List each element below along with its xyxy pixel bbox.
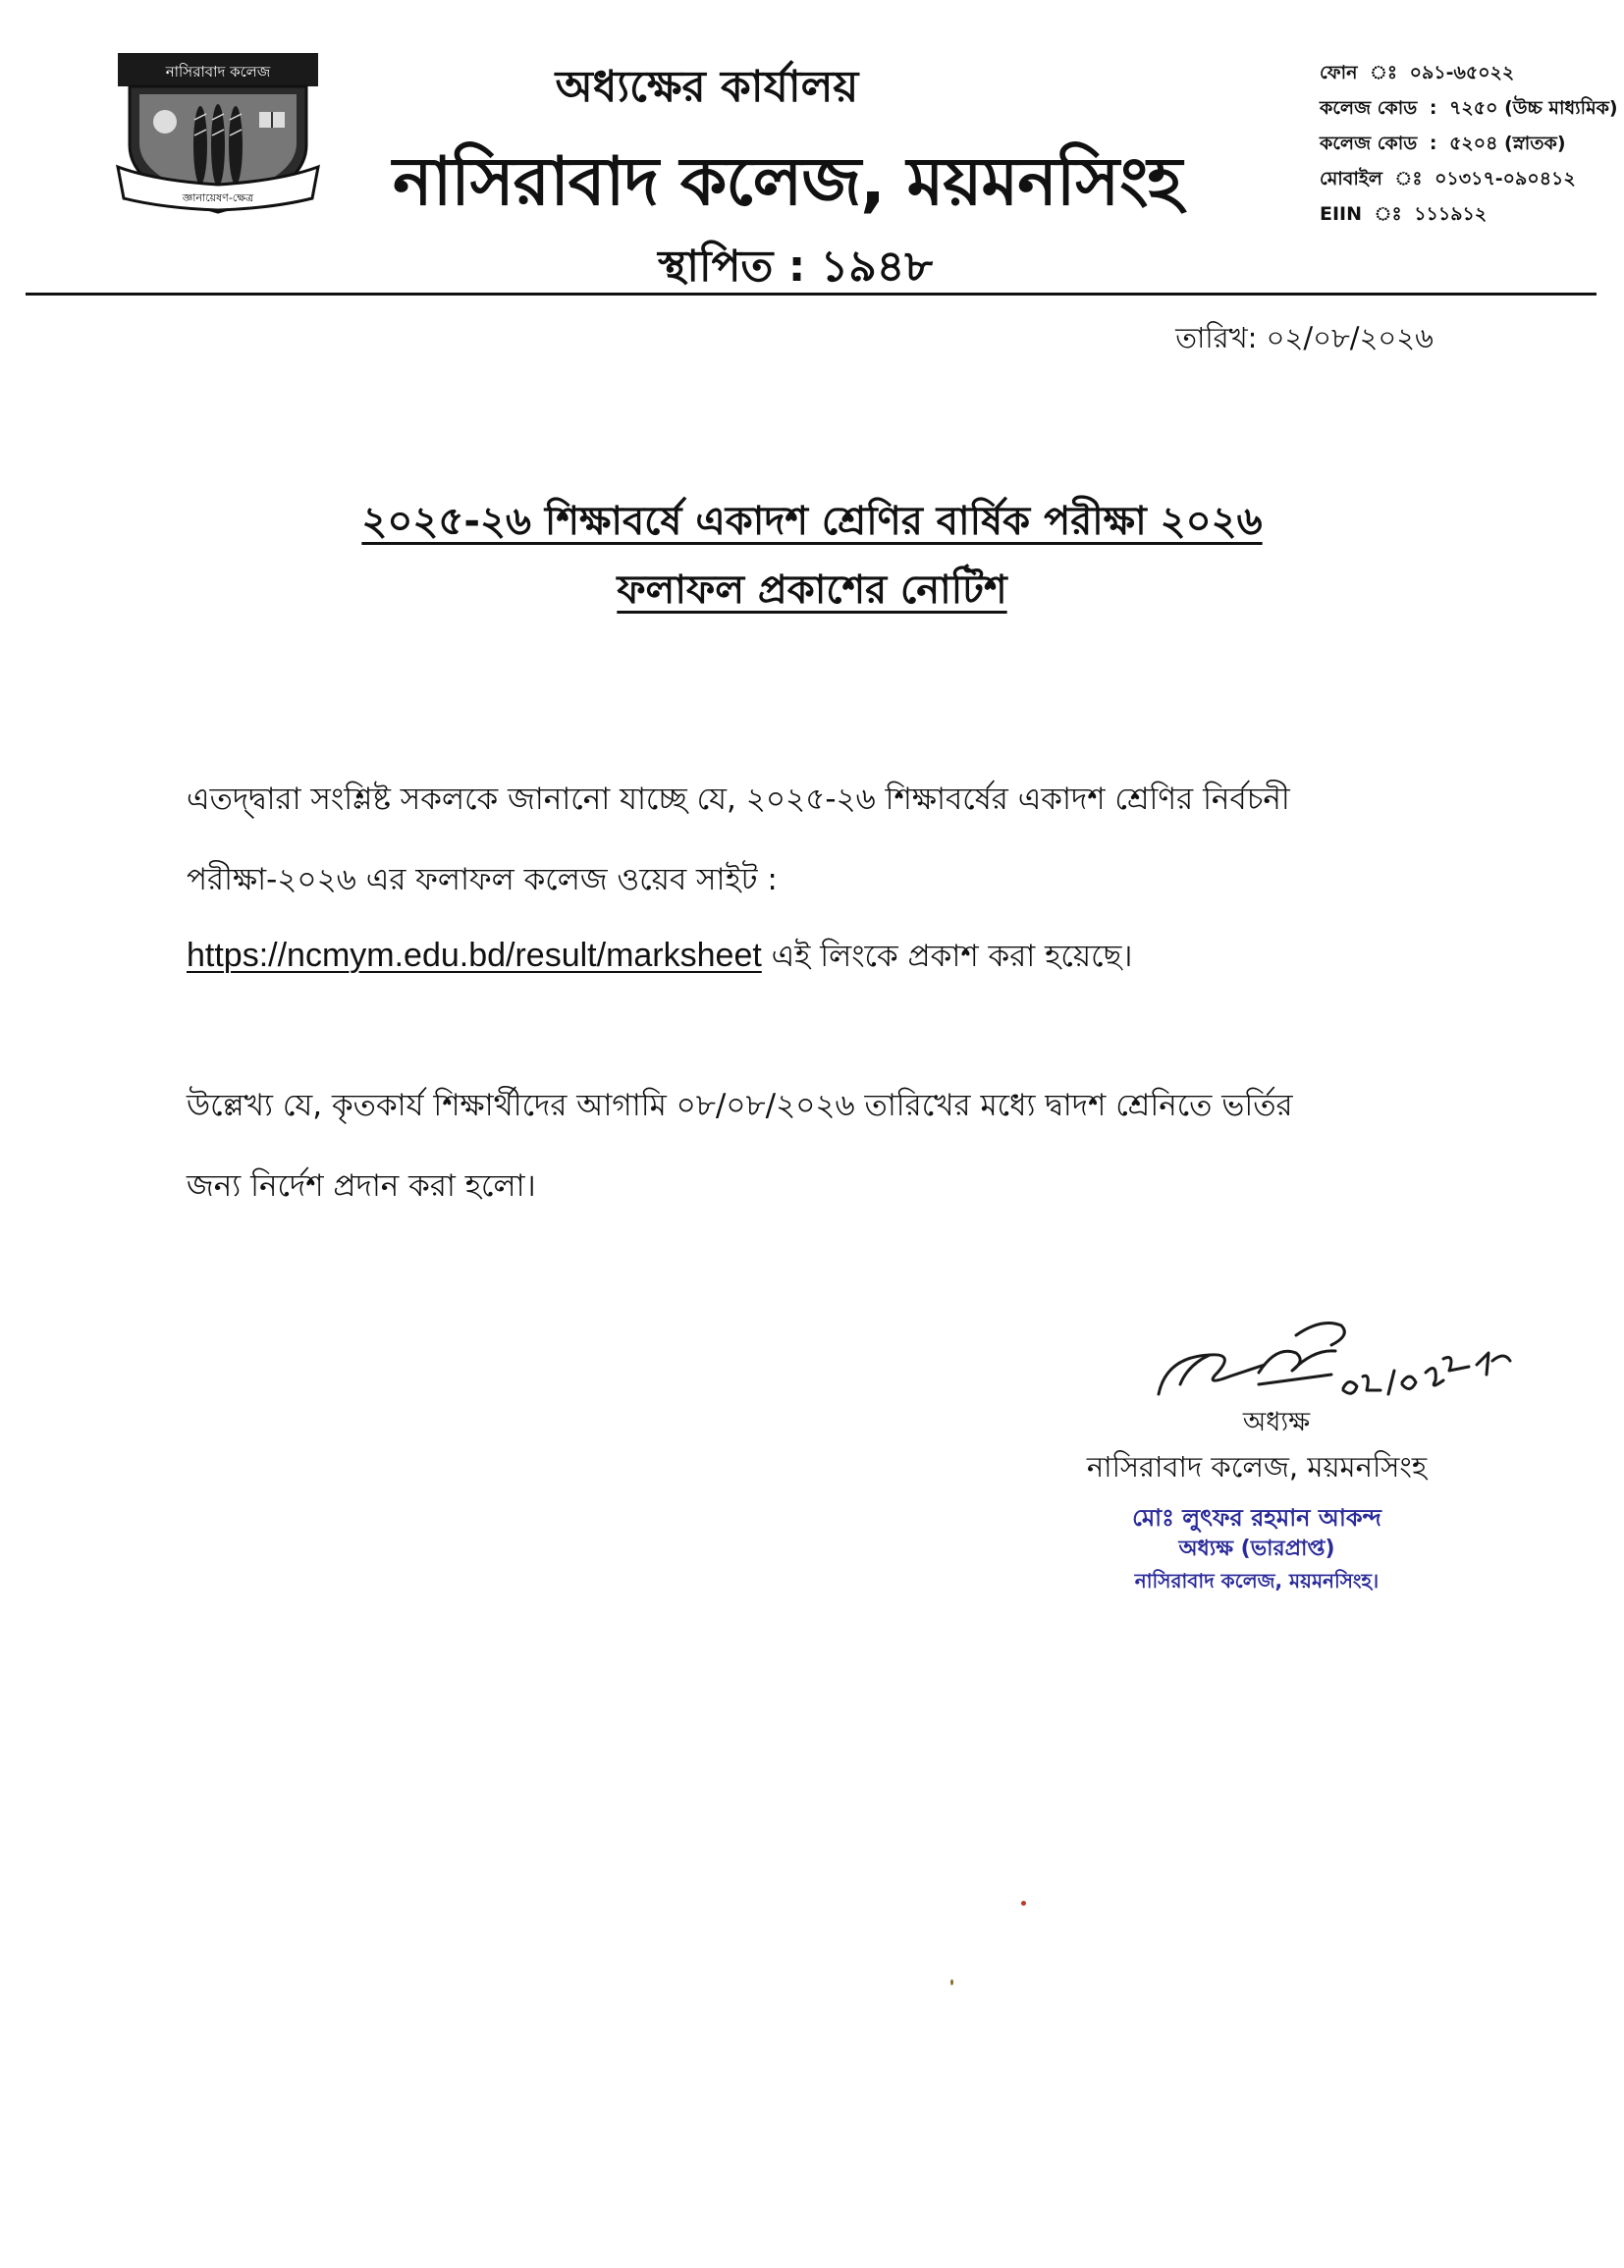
contact-eiin: [1320, 196, 1614, 232]
scan-speck: [1021, 1901, 1026, 1906]
body-paragraph-1-line-3: [187, 933, 1463, 984]
notice-title-line1: ২০২৫-২৬ শিক্ষাবর্ষে একাদশ শ্রেণির বার্ষিক পরীক্ষা ২০২৬: [361, 499, 1263, 544]
contact-value: ১১১৯১২: [1414, 203, 1488, 225]
office-title: অধ্যক্ষের কার্যালয়: [555, 62, 859, 112]
contact-value: ৭২৫০ (উচ্চ মাধ্যমিক): [1449, 97, 1618, 119]
notice-date: তারিখ: ০২/০৮/২০২৬: [1175, 321, 1434, 354]
contact-college-code-hsc: [1320, 90, 1618, 126]
contact-label: EIIN: [1320, 203, 1363, 225]
college-name: নাসিরাবাদ কলেজ, ময়মনসিংহ: [393, 143, 1182, 221]
body-paragraph-1-line-1: এতদ্দ্বারা সংশ্লিষ্ট সকলকে জানানো যাচ্ছে যে, ২০২৫-২৬ শিক্ষাবর্ষের একাদশ শ্রেণির নির্বচনী: [187, 782, 1290, 817]
contact-label: মোবাইল: [1320, 168, 1382, 189]
contact-label: কলেজ কোড: [1320, 133, 1418, 154]
stamp-college: নাসিরাবাদ কলেজ, ময়মনসিংহ।: [1134, 1569, 1380, 1593]
contact-separator: ঃ: [1394, 168, 1423, 189]
logo-text-top: নাসিরাবাদ কলেজ: [165, 63, 271, 81]
established-year: স্থাপিত : ১৯৪৮: [658, 242, 933, 292]
signatory-college: নাসিরাবাদ কলেজ, ময়মনসিংহ: [1086, 1450, 1428, 1484]
contact-separator: :: [1429, 133, 1437, 154]
college-logo: [116, 51, 320, 216]
logo-text-bottom: জ্ঞানায়েষণ-ক্ষেত্র: [182, 191, 254, 204]
contact-value: ০৯১-৬৫০২২: [1409, 62, 1515, 83]
contact-phone: [1320, 55, 1614, 90]
body-paragraph-1-line-2: পরীক্ষা-২০২৬ এর ফলাফল কলেজ ওয়েব সাইট :: [187, 862, 778, 897]
contact-label: ফোন: [1320, 62, 1358, 83]
signatory-title: অধ্যক্ষ: [1242, 1407, 1311, 1437]
contact-separator: :: [1429, 97, 1437, 119]
scan-speck: [950, 1979, 953, 1985]
contact-value: ০১৩১৭-০৯০৪১২: [1435, 168, 1576, 189]
notice-title: [196, 487, 1428, 624]
contact-separator: ঃ: [1374, 203, 1402, 225]
body-paragraph-2-line-2: জন্য নির্দেশ প্রদান করা হলো।: [187, 1168, 536, 1204]
link-suffix-text: এই লিংকে প্রকাশ করা হয়েছে।: [761, 939, 1133, 974]
stamp-name: মোঃ লুৎফর রহমান আকন্দ: [1132, 1504, 1381, 1532]
contact-separator: ঃ: [1370, 62, 1397, 83]
contact-mobile: [1320, 161, 1614, 196]
contact-value: ৫২০৪ (স্নাতক): [1449, 133, 1566, 154]
contact-college-code-degree: [1320, 126, 1614, 161]
notice-title-line2: ফলাফল প্রকাশের নোটিশ: [617, 567, 1007, 613]
stamp-title: অধ্যক্ষ (ভারপ্রাপ্ত): [1178, 1537, 1335, 1561]
contact-label: কলেজ কোড: [1320, 97, 1418, 119]
header-divider: [26, 293, 1597, 296]
result-link[interactable]: https://ncmym.edu.bd/result/marksheet: [187, 937, 762, 974]
contact-info: [1320, 55, 1618, 232]
body-paragraph-2-line-1: উল্লেখ্য যে, কৃতকার্য শিক্ষার্থীদের আগামি ০৮/০৮/২০২৬ তারিখের মধ্যে দ্বাদশ শ্রেনিতে ভর্তির: [187, 1088, 1293, 1123]
principal-stamp: [1100, 1502, 1414, 1596]
